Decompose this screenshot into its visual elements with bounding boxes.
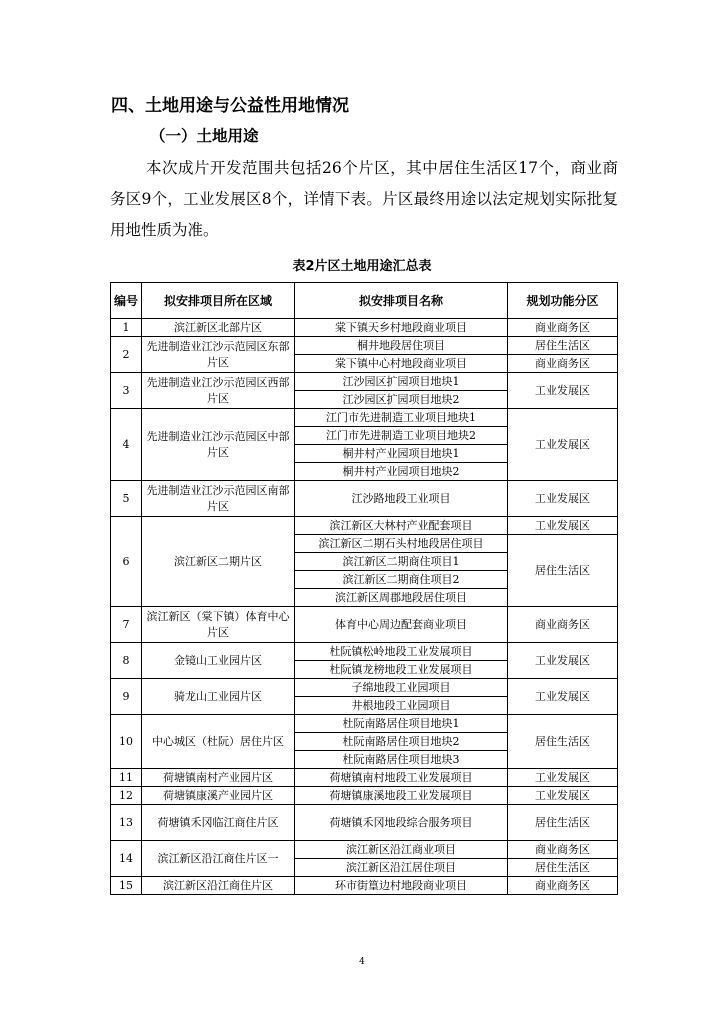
cell-zone: 商业商务区 [508,355,618,373]
subsection-heading: （一）土地用途 [150,126,259,145]
cell-zone: 商业商务区 [508,607,618,643]
cell-project-name: 江门市先进制造工业项目地块2 [295,427,508,445]
cell-project-name: 棠下镇天乡村地段商业项目 [295,319,508,337]
cell-project-name: 环市街篁边村地段商业项目 [295,877,508,895]
cell-number: 9 [111,679,142,715]
header-project-name: 拟安排项目名称 [295,283,508,319]
table-row [111,409,618,427]
section-heading: 四、土地用途与公益性用地情况 [111,96,349,116]
cell-number: 8 [111,643,142,679]
cell-project-name: 体育中心周边配套商业项目 [295,607,508,643]
header-number: 编号 [111,283,142,319]
table-row [111,805,618,841]
cell-zone: 工业发展区 [508,517,618,535]
table-row [111,319,618,337]
cell-project-name: 杜阮镇龙榜地段工业发展项目 [295,661,508,679]
cell-number: 11 [111,769,142,787]
cell-project-name: 子绵地段工业园项目 [295,679,508,697]
cell-zone: 居住生活区 [508,535,618,607]
table-row [111,679,618,697]
cell-number: 2 [111,337,142,373]
cell-project-name: 桐井村产业园项目地块1 [295,445,508,463]
cell-area: 中心城区（杜阮）居住片区 [142,715,295,769]
cell-project-name: 荷塘镇南村地段工业发展项目 [295,769,508,787]
cell-project-name: 滨江新区沿江商业项目 [295,841,508,859]
cell-area: 先进制造业江沙示范园区西部片区 [142,373,295,409]
cell-zone: 居住生活区 [508,859,618,877]
cell-project-name: 滨江新区沿江居住项目 [295,859,508,877]
cell-project-name: 江门市先进制造工业项目地块1 [295,409,508,427]
cell-zone: 商业商务区 [508,319,618,337]
table-row [111,517,618,535]
cell-area: 先进制造业江沙示范园区东部片区 [142,337,295,373]
cell-number: 6 [111,517,142,607]
cell-project-name: 杜阮南路居住项目地块3 [295,751,508,769]
cell-project-name: 滨江新区二期商住项目1 [295,553,508,571]
cell-number: 13 [111,805,142,841]
body-paragraph: 本次成片开发范围共包括26个片区，其中居住生活区17个，商业商务区9个，工业发展区8个，详情下表。片区最终用途以法定规划实际批复用地性质为准。 [110,159,618,239]
cell-zone: 工业发展区 [508,373,618,409]
cell-project-name: 井根地段工业园项目 [295,697,508,715]
land-use-table [110,282,618,895]
table-caption: 表2片区土地用途汇总表 [292,259,432,274]
cell-zone: 商业商务区 [508,841,618,859]
cell-zone: 工业发展区 [508,787,618,805]
cell-area: 荷塘镇康溪产业园片区 [142,787,295,805]
cell-zone: 居住生活区 [508,805,618,841]
cell-project-name: 江沙园区扩园项目地块1 [295,373,508,391]
cell-project-name: 杜阮南路居住项目地块2 [295,733,508,751]
cell-number: 12 [111,787,142,805]
table-row [111,373,618,391]
cell-project-name: 江沙园区扩园项目地块2 [295,391,508,409]
cell-area: 骑龙山工业园片区 [142,679,295,715]
cell-project-name: 荷塘镇禾冈地段综合服务项目 [295,805,508,841]
cell-project-name: 棠下镇中心村地段商业项目 [295,355,508,373]
cell-project-name: 滨江新区二期石头村地段居住项目 [295,535,508,553]
cell-zone: 工业发展区 [508,769,618,787]
header-function-zone: 规划功能分区 [508,283,618,319]
cell-number: 14 [111,841,142,877]
cell-number: 4 [111,409,142,481]
cell-zone: 居住生活区 [508,715,618,769]
cell-number: 3 [111,373,142,409]
cell-area: 荷塘镇南村产业园片区 [142,769,295,787]
cell-project-name: 杜阮镇松岭地段工业发展项目 [295,643,508,661]
cell-project-name: 滨江新区大林村产业配套项目 [295,517,508,535]
cell-project-name: 滨江新区二期商住项目2 [295,571,508,589]
table-row [111,643,618,661]
cell-area: 滨江新区沿江商住片区一 [142,841,295,877]
cell-zone: 工业发展区 [508,409,618,481]
cell-project-name: 滨江新区周郡地段居住项目 [295,589,508,607]
cell-zone: 商业商务区 [508,877,618,895]
table-row [111,715,618,733]
table-row [111,769,618,787]
cell-number: 1 [111,319,142,337]
cell-area: 金镜山工业园片区 [142,643,295,679]
cell-project-name: 桐井地段居住项目 [295,337,508,355]
cell-area: 先进制造业江沙示范园区南部片区 [142,481,295,517]
cell-area: 滨江新区（棠下镇）体育中心片区 [142,607,295,643]
header-area: 拟安排项目所在区域 [142,283,295,319]
cell-area: 滨江新区二期片区 [142,517,295,607]
table-row [111,787,618,805]
cell-area: 滨江新区沿江商住片区 [142,877,295,895]
cell-zone: 工业发展区 [508,643,618,679]
cell-area: 荷塘镇禾冈临江商住片区 [142,805,295,841]
cell-project-name: 桐井村产业园项目地块2 [295,463,508,481]
cell-number: 15 [111,877,142,895]
table-row [111,607,618,643]
cell-project-name: 杜阮南路居住项目地块1 [295,715,508,733]
table-row [111,337,618,355]
table-row [111,841,618,859]
cell-zone: 居住生活区 [508,337,618,355]
table-row [111,877,618,895]
cell-project-name: 江沙路地段工业项目 [295,481,508,517]
cell-area: 滨江新区北部片区 [142,319,295,337]
cell-number: 5 [111,481,142,517]
cell-project-name: 荷塘镇康溪地段工业发展项目 [295,787,508,805]
cell-zone: 工业发展区 [508,481,618,517]
cell-zone: 工业发展区 [508,679,618,715]
cell-number: 10 [111,715,142,769]
cell-number: 7 [111,607,142,643]
table-row [111,481,618,517]
cell-area: 先进制造业江沙示范园区中部片区 [142,409,295,481]
table-header-row [111,283,618,319]
page-number: 4 [359,957,365,967]
